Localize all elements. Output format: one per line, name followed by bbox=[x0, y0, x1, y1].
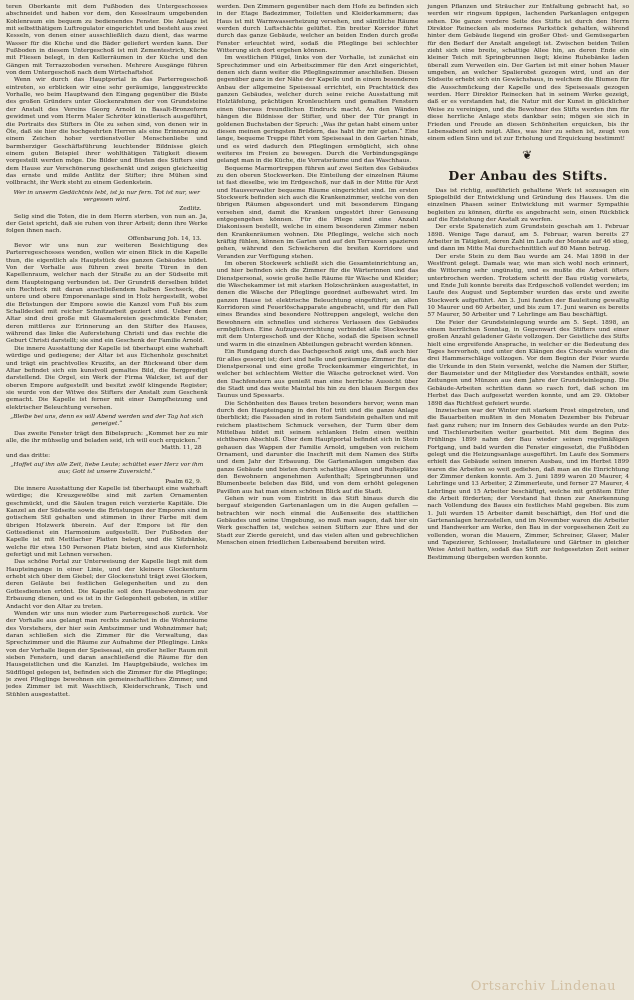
article-paragraph: Die innere Ausstattung der Kapelle ist überhaupt eine wahrhaft würdige und gediegene; der Altar ist aus Eichenholz geschnitzt und trägt ein prachtvolles Kruzifix, an der Rückwand über dem Altar befindet sich ein kunstvoll gemaltes Bild, die Bergpredigt darstellend. Die Orgel, ein Werk der Firma Walcker, ist auf der oberen Empore aufgestellt und besitzt zwölf klingende Register; sie wurde von der Witwe des Stifters der Anstalt zum Geschenk gemacht. Die Kapelle ist ferner mit einer Dampfheizung und elektrischer Beleuchtung versehen. bbox=[6, 345, 208, 411]
article-paragraph: Selig sind die Toten, die in dem Herrn sterben, von nun an. Ja, der Geist spricht, daß sie ruhen von ihrer Arbeit; denn ihre Werke folgen ihnen nach. bbox=[6, 213, 208, 235]
article-paragraph: Die innere Ausstattung der Kapelle ist überhaupt eine wahrhaft würdige; die Kreuzgewölbe sind mit zarten Ornamenten geschmückt, und die Säulen tragen reich verzierte Kapitäle. Die Kanzel an der Südseite sowie die Brüstungen der Emporen sind in gotischem Stil gehalten und stimmen in ihrer Farbe mit dem übrigen Holzwerk überein. Auf der Empore ist für den Gottesdienst ein Harmonium aufgestellt. Der Fußboden der Kapelle ist mit Mettlacher Platten belegt, und die Sitzbänke, welche für etwa 150 Personen Platz bieten, sind aus Kiefernholz gefertigt und mit Lehnen versehen. bbox=[6, 486, 208, 559]
archive-watermark: Ortsarchiv Lindenau bbox=[470, 979, 616, 994]
article-paragraph: Gehen wir nun vom Eintritt in das Stift hinaus durch die bergauf steigenden Gartenanlagen um in die Augen gefallen — betrachten wir noch einmal die Außenseite des stattlichen Gebäudes und seine Umgebung, so muß man sagen, daß hier ein Werk geschaffen ist, welches seinen Stiftern zur Ehre und der Stadt zur Zierde gereicht, und das vielen alten und gebrechlichen Menschen einen friedlichen Lebensabend bereiten wird. bbox=[216, 496, 419, 547]
article-paragraph: Im westlichen Flügel, links von der Vorhalle, ist zunächst ein Sprechzimmer und ein Arbeitszimmer für den Arzt eingerichtet, denen sich dann weiter die Pfleglingszimmer anschließen. Diesen gegenüber ganz in der Nähe der Kapelle und in einem besonderen Anbau der allgemeine Speisesaal errichtet, ein Prachtstück des ganzen Gebäudes, welcher durch seine reiche Ausstattung mit Holztäfelung, prächtigen Kronleuchtern und gemalten Fenstern einen überaus freundlichen Eindruck macht. An den Wänden hängen die Bildnisse der Stifter, und über der Tür prangt in goldenen Buchstaben der Spruch: „Was ihr getan habt einem unter diesen meinen geringsten Brüdern, das habt ihr mir getan.“ Eine lange, bequeme Treppe führt vom Speisesaal in den Garten hinab, und es wird dadurch den Pfleglingen ermöglicht, sich ohne weiteres im Freien zu bewegen. Durch die Verbindungsgänge gelangt man in die Küche, die Vorratsräume und das Waschhaus. bbox=[216, 55, 419, 165]
article-paragraph: Bevor wir uns nun zur weiteren Besichtigung des Parterregeschosses wenden, wollen wir einen Blick in die Kapelle thun, die eigentlich als Hauptstück des ganzen Gebäudes bildet. Von der Vorhalle aus führen zwei breite Türen in den Kapellenraum, welcher nach der Straße zu an der Südseite mit dem Haupteingang verbunden ist. Der Grundriß derselben bildet ein Rechteck mit daran anschließendem halben Sechseck, die untere und obere Emporenanlage sind in Holz hergestellt, wobei die Brüstungen der Empore sowie die Kanzel vom Fuß bis zum Schalldeckel mit reicher Schnitzarbeit geziert sind. Ueber dem Altar sind drei große mit Glasmalereien geschmückte Fenster, deren mittleres zur Erinnerung an den Stifter des Hauses, während das linke die Auferstehung Christi und das rechte die Geburt Christi darstellt; sie sind ein Geschenk der Familie Arnold. bbox=[6, 243, 208, 345]
article-paragraph: Der erste Stein zu dem Bau wurde am 24. Mai 1898 in der Westfront gelegt. Damals war, wie man sich wohl noch erinnert, die Witterung sehr ungünstig, und es mußte die Arbeit öfters unterbrochen werden. Trotzdem schritt der Bau rüstig vorwärts, und Ende Juli konnte bereits das Erdgeschoß vollendet werden; im Laufe des August und September wurden das erste und zweite Stockwerk aufgeführt. Am 3. Juni fanden der Bauleitung gewaltig 10 Maurer und 60 Arbeiter, und bis zum 17. Juni waren es bereits 57 Maurer, 50 Arbeiter und 7 Lehrlinge am Bau beschäftigt. bbox=[427, 253, 629, 319]
quote-source: Matth. 11, 28 bbox=[161, 445, 202, 452]
article-paragraph: Das schöne Portal zur Unterweisung der Kapelle liegt mit dem Haupteingange in einer Linie, und der kleinere Glockenturm erhebt sich über dem Giebel; der Glockenstuhl trägt zwei Glocken, deren Geläute bei festlichen Gelegenheiten und zu den Gottesdiensten ertönt. Die Kapelle soll den Hausbewohnern zur Erbauung dienen, und es ist in ihr Gelegenheit geboten, in stiller Andacht vor den Altar zu treten. bbox=[6, 559, 208, 610]
article-paragraph: und das dritte: bbox=[6, 452, 51, 459]
column-2 bbox=[217, 4, 419, 1000]
quote-source: Psalm 62, 9. bbox=[165, 478, 202, 485]
bible-quote: „Bleibe bei uns, denn es will Abend werden und der Tag hat sich geneiget.“ bbox=[10, 413, 204, 428]
article-paragraph: jungen Pflanzen und Sträucher zur Entfaltung gebracht hat, so werden wir ringsum üppigen, lachenden Parkanlagen entgegen sehen. Die ganze vordere Seite des Stifts ist durch den Herrn Direktor Reinecken als modernes Parkstück gehalten, während hinter dem Gebäude liegend ein großer Obst- und Gemüsegarten für den Bedarf der Anstalt angelegt ist. Zwischen beiden Teilen zieht sich eine breite, schattige Allee hin, an deren Ende ein kleiner Teich mit Springbrunnen liegt; kleine Ruhebänke laden überall zum Verweilen ein. Der Garten ist mit einer hohen Mauer umgeben, an welcher Spalierobst gezogen wird, und an der Südseite erhebt sich ein Gewächshaus, in welchem die Blumen für die Ausschmückung der Kapelle und des Speisesaals gezogen werden. Herr Direktor Reinecken hat in seinem Werke gezeigt, daß er es verstanden hat, die Natur mit der Kunst in glücklicher Weise zu vereinigen, und die Bewohner des Stifts werden ihm für diese herrliche Anlage stets dankbar sein; mögen sie sich in Frieden und Freude an diesen Schönheiten erquicken, bis ihr Lebensabend sich neigt. Alles, was hier zu sehen ist, zeugt von einem edlen Sinn und ist zur Erholung und Erquickung bestimmt! bbox=[427, 4, 629, 143]
article-paragraph: Das zweite Fenster trägt den Bibelspruch: „Kommet her zu mir alle, die ihr mühselig und beladen seid, ich will euch erquicken.“ bbox=[6, 430, 208, 444]
article-paragraph: Wenn wir durch das Hauptportal in das Parterregeschoß eintreten, so erblicken wir eine sehr geräumige, langgestreckte Vorhalle, wo beim Hauptwand den Eingang gegenüber die Büste des großen Gründers unter Glockenrahmen der von Grundsteine der Anstalt des Vereins Georg Arnold in Basalt-Bronzeform gewidmet und vom Herrn Maler Schröter künstlerisch ausgeführt, die Portraits des Stifters in Öle zu sehen sind, von denen wir in Öle, daß sie hier die hochgeehrten Herren als eine Erinnerung zu einem Zeichen hoher verdienstvoller Menschenliebe und barmherziger Geschäftsführung leuchtender Bildnisse gleich einem guten Beispiel ihrer wohlthätigen Tätigkeit diesem vorgestellt werden möge. Die Bilder und Büsten des Stifters sind dem Hause zur Verschönerung geschenkt und zeigen gleichzeitig das ernste und milde Antlitz der Stifter; ihre Mühen sind vollbracht, ihr Werk steht zu einem Gedenkstein. bbox=[6, 77, 208, 187]
column-3 bbox=[427, 4, 629, 1000]
article-paragraph: Der erste Spatenstich zum Grundstein geschah am 1. Februar 1898. Wenige Tage darauf, am 5. Februar, waren bereits 27 Arbeiter in Tätigkeit, deren Zahl im Laufe der Monate auf 46 stieg, und dann im Mitte Mai durchschnittlich auf 80 Mann betrug. bbox=[427, 224, 629, 253]
article-paragraph: Wenden wir uns nun wieder zum Parterregeschoß zurück. Vor der Vorhalle aus gelangt man rechts zunächst in die Wohnräume des Vorstehers, der hier sein Amtszimmer und Wohnzimmer hat; daran schließen sich die Zimmer für die Verwaltung, das Sprechzimmer und die Räume zur Aufnahme der Pfleglinge. Links von der Vorhalle liegen der Speisesaal, ein großer heller Raum mit sieben Fenstern, und daran anschließend die Räume für den Hausgeistlichen und die Kanzlei. Im Hauptgebäude, welches im Südflügel gelegen ist, befinden sich die Zimmer für die Pfleglinge; je zwei Pfleglinge bewohnen ein gemeinschaftliches Zimmer, und jedes Zimmer ist mit Waschtisch, Kleiderschrank, Tisch und Stühlen ausgestattet. bbox=[6, 610, 208, 698]
quote-source: Offenbarung Joh. 14, 13. bbox=[127, 235, 202, 242]
article-paragraph: Bequeme Marmortreppen führen auf zwei Seiten des Gebäudes zu den oberen Stockwerken. Die Einteilung der einzelnen Räume ist fast dieselbe, wie im Erdgeschoß, nur daß in der Mitte für Arzt und Hausverwalter bequeme Räume eingerichtet sind. Im ersten Stockwerk befinden sich auch die Krankenzimmer, welche von den übrigen Räumen abgesondert und mit besonderem Eingang versehen sind, damit die Kranken ungestört ihrer Genesung entgegengehen können. Für die Pflege sind eine Anzahl Diakonissen bestellt, welche in einem besonderen Zimmer neben den Krankenräumen wohnen. Die Pfleglinge, welche sich noch kräftig fühlen, können im Garten und auf den Terrassen spazieren gehen, während den Schwächeren die breiten Korridore und Veranden zur Verfügung stehen. bbox=[216, 165, 419, 260]
column-1 bbox=[6, 4, 208, 1000]
article-paragraph: Ein Rundgang durch das Dachgeschoß zeigt uns, daß auch hier für alles gesorgt ist; dort sind helle und geräumige Zimmer für das Dienstpersonal und eine große Trockenkammer eingerichtet, in welcher bei schlechtem Wetter die Wäsche getrocknet wird. Von den Dachfenstern aus genießt man eine herrliche Aussicht über die Stadt und das weite Maintal bis hin zu den blauen Bergen des Taunus und Spessarts. bbox=[216, 349, 419, 400]
bible-quote: Wer in unserm Gedächtnis lebt, ist ja nur fern. Tot ist nur, wer vergessen wird. bbox=[13, 189, 200, 203]
quote-source: Zedlitz. bbox=[179, 206, 202, 213]
article-paragraph: Das ist richtig, ausführlich gehaltene Werk ist sozusagen ein Spiegelbild der Entwicklung und Gründung des Hauses. Um die einzelnen Phasen seiner Entwicklung mit warmer Sympathie begleiten zu können, dürfte es angebracht sein, einen Rückblick auf die Entstehung der Anstalt zu werfen. bbox=[427, 187, 629, 223]
article-paragraph: Die Feier der Grundsteinlegung wurde am 5. Sept. 1898, an einem herrlichen Sonntag, in Gegenwart des Stifters und einer großen Anzahl geladener Gäste vollzogen. Der Geistliche des Stifts hielt eine ergreifende Ansprache, in welcher er die Bedeutung des Tages hervorhob, und unter den Klängen des Chorals wurden die drei Hammerschläge vollzogen. Vor dem Beginn der Feier wurde die Urkunde in den Stein versenkt, welche die Namen der Stifter, der Baumeister und der Mitglieder des Vorstandes enthält, sowie Zeitungen und Münzen aus dem Jahre der Grundsteinlegung. Die Gebäude-Arbeiten schritten dann so rasch fort, daß schon im Herbst das Dach aufgesetzt werden konnte, und am 29. Oktober 1898 das Richtfest gefeiert wurde. bbox=[427, 319, 629, 407]
section-heading: Der Anbau des Stifts. bbox=[448, 167, 608, 183]
article-paragraph: werden. Den Zimmern gegenüber nach dem Hofe zu befinden sich in der Etage Badezimmer, Toiletten und Kleiderkammern; das Haus ist mit Warmwasserheizung versehen, und sämtliche Räume werden durch Luftschächte gelüftet. Ein breiter Korridor führt durch das ganze Gebäude, welcher an beiden Enden durch große Fenster erleuchtet wird, sodaß die Pfleglinge bei schlechter Witterung sich dort ergehen können. bbox=[216, 4, 419, 55]
bible-quote: „Hoffet auf ihn alle Zeit, liebe Leute; schüttet euer Herz vor ihm aus; Gott ist unsere Zuversicht.“ bbox=[10, 461, 204, 476]
article-paragraph: Die Schönheiten des Baues treten besonders hervor, wenn man durch den Haupteingang in den Hof tritt und die ganze Anlage überblickt; die Fassaden sind in rotem Sandstein gehalten und mit reichem plastischem Schmuck versehen, der Turm über dem Mittelbau bildet mit seinem schlanken Helm einen weithin sichtbaren Abschluß. Über dem Hauptportal befindet sich in Stein gehauen das Wappen der Familie Arnold, umgeben von reichem Ornament, und darunter die Inschrift mit dem Namen des Stifts und dem Jahr der Erbauung. Die Gartenanlagen umgeben das ganze Gebäude und bieten durch schattige Alleen und Ruheplätze den Bewohnern angenehmen Aufenthalt; Springbrunnen und Blumenbeete beleben das Bild, und von dem erhöht gelegenen Pavillon aus hat man einen schönen Blick auf die Stadt. bbox=[216, 400, 419, 495]
ornament-divider-icon: ❦ bbox=[522, 147, 535, 162]
article-paragraph: Im oberen Stockwerk schließt sich die Gesamteinrichtung an, und hier befinden sich die Zimmer für die Wärterinnen und das Dienstpersonal, sowie große helle Räume für Wäsche und Kleider; die Wäschekammer ist mit starken Holzschränken ausgestattet, in denen die Wäsche der Pfleglinge geordnet aufbewahrt wird. Im ganzen Hause ist elektrische Beleuchtung eingeführt; an allen Korridoren sind Feuerlöschapparate angebracht, und für den Fall eines Brandes sind besondere Nottreppen angelegt, welche den Bewohnern ein schnelles und sicheres Verlassen des Gebäudes ermöglichen. Eine Aufzugsvorrichtung verbindet alle Stockwerke mit dem Untergeschoß und der Küche, sodaß die Speisen schnell und warm in die einzelnen Abteilungen gebracht werden können. bbox=[216, 261, 419, 348]
article-paragraph: Inzwischen war der Winter mit starkem Frost eingetreten, und die Bauarbeiten mußten in den Monaten Dezember bis Februar fast ganz ruhen; nur im Innern des Gebäudes wurde an den Putz- und Tischlerarbeiten weiter gearbeitet. Mit dem Beginn des Frühlings 1899 nahm der Bau wieder seinen regelmäßigen Fortgang, und bald wurden die Fenster eingesetzt, die Fußböden gelegt und die Heizungsanlage ausgeführt. Im Laufe des Sommers erhielt das Gebäude seinen inneren Ausbau, und im Herbst 1899 waren die Arbeiten so weit gediehen, daß man an die Einrichtung der Zimmer denken konnte. Am 3. Juni 1899 waren 20 Maurer, 4 Lehrlinge und 13 Arbeiter, 2 Zimmerleute, und ferner 27 Maurer, 4 Lehrlinge und 15 Arbeiter beschäftigt, welche mit größtem Eifer die Arbeit förderten; der Vorstand hat ihnen zur Anerkennung nach Vollendung des Baues ein festliches Mahl gegeben. Bis zum 1. Juli wurden 15 Arbeiter damit beschäftigt, den Hof und die Gartenanlagen herzustellen, und im November waren die Arbeiter und Handwerker am Werke, den Bau in der vorgesehenen Zeit zu vollenden, woran die Mauern, Zimmer, Schreiner, Glaser, Maler und Tapezierer, Schlosser, Installateure und Gärtner in gleicher Weise Anteil hatten, sodaß das Stift zur festgesetzten Zeit seiner Bestimmung übergeben werden konnte. bbox=[427, 407, 629, 561]
article-paragraph: teren Oberkante mit dem Fußboden des Untergeschosses abschneidet und haben vor dem, den Kesselraum umgebenden Kohlenraum ein bequem zu bedienendes Fenster. Die Anlage ist mit selbstthätigem Luftregulator eingerichtet und besteht aus zwei Kesseln, von denen einer ausschließlich dazu dient, das warme Wasser für die Küche und die Bäder geliefert werden kann. Der Fußboden in diesem Untergeschoß ist mit Zementestrich, Küche mit Fliesen belegt, in den Kellerräumen in der Küche und den Gängen mit Terrazzoboden versehen. Mehrere Ausgänge führen von dem Untergeschoß nach dem Wirtschaftshof. bbox=[6, 4, 208, 77]
